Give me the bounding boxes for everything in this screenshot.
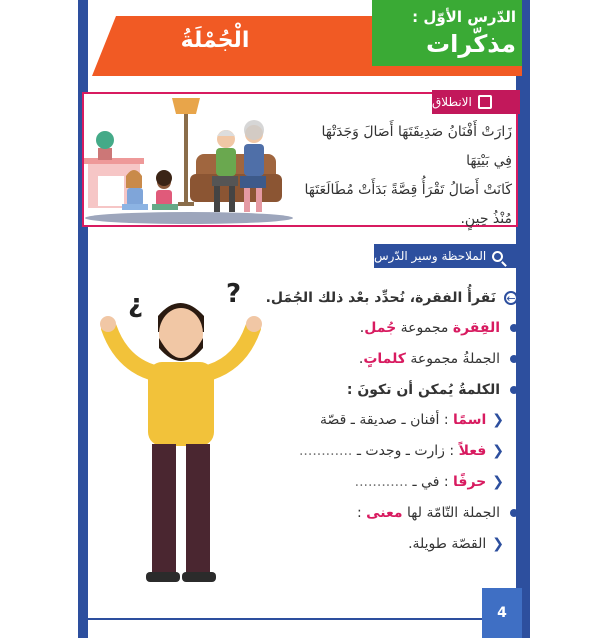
instruction-line [266,290,518,306]
example-sentence [408,536,504,552]
word-type-label: حرفًا [453,474,487,490]
point-highlight: معنى [366,505,403,521]
lesson-title: مذكّرات [426,30,516,58]
bullet-dot-icon [510,509,518,517]
point-complete-sentence [357,505,518,521]
question-mark-icon: ¿ [128,289,144,319]
chevron-left-icon: ❮ [492,412,504,428]
intro-line: زَارَتْ أَفْنَانُ صَدِيقَتَهَا أَصَالَ وَجَدَتْهَا فِي بَيْتِهَا [321,124,512,169]
intro-line: مُنْذُ حِينٍ. [460,211,512,227]
word-type-label: فعلاً [458,443,487,459]
point-text: مجموعة [396,320,453,336]
arrow-left-icon: ← [504,291,518,305]
example-text: القصّة طويلة. [408,536,487,552]
word-type-examples: : في ـ [412,474,449,490]
point-end: . [359,320,365,336]
blank-fill: ............ [298,443,353,459]
blank-fill: ............ [354,474,409,490]
check-icon [478,95,492,109]
point-text: الجملةُ مجموعة [405,351,500,367]
word-type-label: اسمًا [453,412,487,428]
bullet-dot-icon [510,324,518,332]
instruction-text: نَقرأُ الفقرة، نُحدِّد بعْد ذلك الجُمَل. [265,290,496,306]
point-word [347,382,518,398]
point-text: الجملة التّامّة لها [402,505,500,521]
point-paragraph [360,320,518,336]
page-number: 4 [482,588,522,638]
lesson-number: الدّرس الأوّل : [412,8,516,26]
point-highlight: كلماتٍ [363,351,406,367]
question-mark-icon: ? [226,279,242,309]
point-end: . [358,351,364,367]
bullet-dot-icon [510,386,518,394]
topic-title: الْجُمْلَةُ [180,28,250,53]
lesson-tag [374,244,522,268]
bullet-dot-icon [510,355,518,363]
chevron-left-icon: ❮ [492,536,504,552]
family-illustration [84,94,294,225]
lesson-tag-label: الملاحظة وسير الدّرس [374,249,487,263]
point-text: الكلمةُ يُمكن أن تكونَ : [346,382,500,398]
point-sentence [359,351,518,367]
magnifier-icon [492,251,503,262]
lesson-underline [372,66,522,76]
chevron-left-icon: ❮ [492,443,504,459]
intro-line: كَانَتْ أَصَالُ تَقْرَأُ قِصَّةً بَدَأَتْ مُطَالَعَتَهَا [304,182,512,198]
word-type-noun [320,412,504,428]
thinking-man-illustration [96,276,266,596]
word-type-examples: : أفنان ـ صديقة ـ قصّة [320,412,449,428]
point-keyword: الفِقرة [452,320,500,336]
word-type-examples: : زارت ـ وجدت ـ [356,443,455,459]
intro-tag [432,90,520,114]
point-highlight: جُمل [364,320,397,336]
intro-tag-label: الانطلاق [432,95,472,109]
word-type-verb [299,443,504,459]
chevron-left-icon: ❮ [492,474,504,490]
intro-paragraph [300,118,512,234]
point-end: : [356,505,367,521]
word-type-particle [355,474,504,490]
